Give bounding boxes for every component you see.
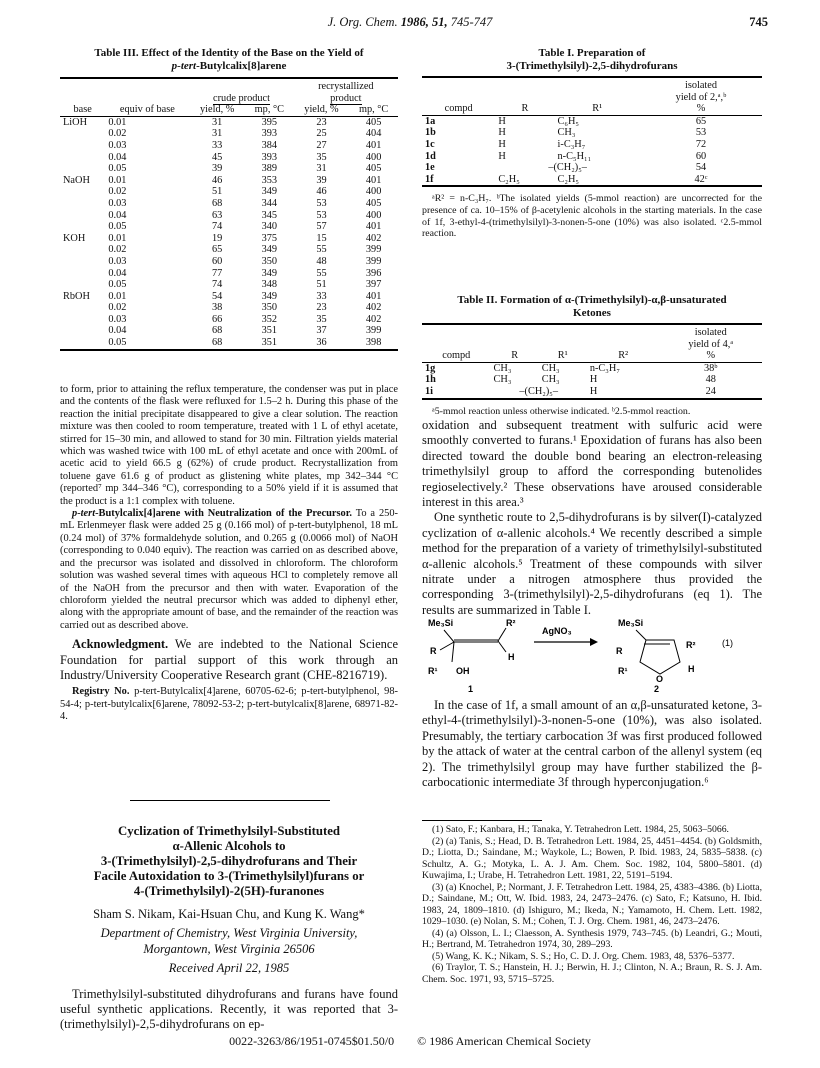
table-cell: 46 <box>316 186 327 198</box>
table-2-grid: isolated yield of 4,ᵃ compd R R¹ R² % 1g CH₃ CH₃ n-C₃H₇ 38ᵇ 1h CH₃ CH₃ H 48 1i –(CH₂)₅– H 24 <box>422 323 762 400</box>
table-cell: 31 <box>316 163 327 175</box>
table-cell: 35 <box>316 313 327 325</box>
table-cell: 74 <box>212 221 223 233</box>
table-cell: C₂H₅ <box>557 173 580 185</box>
reference-item: (6) Traylor, T. S.; Hanstein, H. J.; Berwin, H. J.; Clinton, N. A.; Braun, R. S. J. Am. Chem. Soc. 1971, 93, 5715–5725. <box>422 962 762 985</box>
table-row <box>60 325 398 337</box>
table-row <box>60 140 398 152</box>
table-cell: 0.02 <box>108 302 127 314</box>
reference-item: (5) Wang, K. K.; Nikam, S. S.; Ho, C. D. J. Org. Chem. 1983, 48, 5376–5377. <box>432 950 735 962</box>
table-cell <box>60 198 105 210</box>
table-cell <box>60 221 105 233</box>
table-row <box>60 210 398 222</box>
table-cell: n-C₃H₇ <box>589 362 620 374</box>
table-1-caption: Table I. Preparation of 3-(Trimethylsilyl)-2,5-dihydrofurans <box>506 47 678 72</box>
table-cell: 402 <box>365 313 382 325</box>
copyright: © 1986 American Chemical Society <box>417 1034 591 1048</box>
table-cell: 402 <box>365 302 382 314</box>
table-cell: 400 <box>365 209 382 221</box>
table-row <box>60 163 398 175</box>
table-cell: 24 <box>705 385 716 397</box>
table-row <box>60 291 398 303</box>
table-cell: 45 <box>212 151 223 163</box>
reaction-scheme-eq-1 <box>422 616 762 694</box>
table-cell: C₂H₅ <box>498 173 520 185</box>
table-cell: –(CH₂)₅– <box>519 385 559 397</box>
table-cell: 396 <box>365 267 382 279</box>
acknowledgment: Acknowledgment. We are indebted to the National Science Foundation for partial support of this work through an Industry/University Cooperative Research grant (CHE-8216719). <box>60 637 398 682</box>
table-cell: LiOH <box>63 116 88 128</box>
table-cell: n-C₅H₁₁ <box>557 150 592 162</box>
table-row <box>60 268 398 280</box>
table-cell: 0.03 <box>108 313 127 325</box>
table-cell: 53 <box>316 197 327 209</box>
table-cell: 55 <box>316 244 327 256</box>
table-row <box>60 186 398 198</box>
table-cell: 19 <box>212 232 223 244</box>
table-cell: 405 <box>365 197 382 209</box>
table-cell <box>60 163 105 175</box>
table-row <box>60 128 398 140</box>
svg-text:R¹: R¹ <box>428 666 438 676</box>
right-column-text <box>422 418 762 618</box>
table-cell: RbOH <box>63 290 90 302</box>
table-row <box>422 374 762 386</box>
table-cell: H <box>498 127 506 139</box>
table-cell: 1h <box>425 374 436 386</box>
registry-numbers: Registry No. p-tert-Butylcalix[4]arene, 60705-62-6; p-tert-butylphenol, 98-54-4; p-tert-butylcalix[6]arene, 78092-53-2; p-tert-butylcalix[8]arene, 68971-82-4. <box>60 686 399 723</box>
table-cell: 33 <box>212 139 223 151</box>
table-row <box>422 162 762 174</box>
compound-1-label: 1 <box>468 684 474 694</box>
table-cell: H <box>589 374 598 386</box>
table-cell: 405 <box>365 116 382 128</box>
table-1-grid: isolated yield of 2,ᵃ,ᵇ compd R R¹ % 1a H C₆H₅ 65 1b H CH₃ 53 1c H i-C₃H₇ 72 1d H n-C₅H₁₁ 60 1e –(CH₂)₅– 54 1f C₂H₅ C₂H₅ 42ᶜ <box>422 76 762 187</box>
reference-item: (3) (a) Knochel, P.; Normant, J. F. Tetrahedron Lett. 1984, 25, 4383–4386. (b) Liotta, D.; Saindane, M.; Ott, W. Ibid. 1983, 24, 2473–2476. (c) Sato, F.; Katsuno, H. Ibid. 1983, 24, 1809–1810. (d) Ishiguro, M.; Ikeda, N.; Yamamoto, H. Chem. Lett. 1982, 1029–1030. (e) Nolan, S. M.; Cohen, T. J. Org. Chem. 1981, 46, 2473–2476. <box>422 881 762 927</box>
table-cell <box>60 302 105 314</box>
table-cell: 53 <box>695 127 707 139</box>
table-cell: 60 <box>212 255 223 267</box>
table-cell: 393 <box>261 128 278 140</box>
table-2-caption: Table II. Formation of α-(Trimethylsilyl)-α,β-unsaturated Ketones <box>457 294 727 319</box>
table-cell: 54 <box>212 290 223 302</box>
table-cell: 349 <box>261 244 278 256</box>
table-cell <box>60 210 105 222</box>
table-cell: 33 <box>316 290 327 302</box>
table-2 <box>422 294 762 417</box>
table-cell: 72 <box>695 138 707 150</box>
table-cell: 55 <box>316 267 327 279</box>
table-cell: 0.04 <box>108 267 127 279</box>
table-cell: 404 <box>365 128 382 140</box>
table-cell: 1b <box>425 127 436 139</box>
table-cell: 400 <box>365 186 382 198</box>
table-cell: 1i <box>425 385 434 397</box>
table-cell: CH₃ <box>557 127 576 139</box>
table-cell: CH₃ <box>541 362 560 374</box>
journal-citation: J. Org. Chem. 1986, 51, 745-747 <box>327 15 493 29</box>
table-cell: 398 <box>365 337 382 349</box>
reference-item: (1) Sato, F.; Kanbara, H.; Tanaka, Y. Tetrahedron Lett. 1984, 25, 5063–5066. <box>432 824 729 835</box>
article-title: Cyclization of Trimethylsilyl-Substituted α-Allenic Alcohols to 3-(Trimethylsilyl)-2,5-dihydrofurans and Their Facile Autoxidation to 3-(Trimethylsilyl)furans or 4-(Trimethylsilyl)-2(5H)-furanones <box>93 824 365 898</box>
table-3-caption: Table III. Effect of the Identity of the Base on the Yield of p-tert-Butylcalix[8]arene <box>94 47 364 72</box>
table-row <box>60 279 398 291</box>
table-cell: 39 <box>316 174 327 186</box>
table-cell: NaOH <box>63 174 90 186</box>
table-cell <box>60 325 105 337</box>
section-divider <box>130 800 330 801</box>
table-row <box>60 116 398 128</box>
table-cell: 0.01 <box>108 232 127 244</box>
table-cell: 68 <box>212 325 223 337</box>
table-cell: 0.02 <box>108 186 127 198</box>
reference-item: (4) (a) Olsson, L. I.; Claesson, A. Synthesis 1979, 743–745. (b) Leandri, G.; Mouti, H.; Bertrand, M. Tetrahedron 1974, 30, 289–293. <box>422 927 762 950</box>
table-cell <box>60 256 105 268</box>
table-cell: 384 <box>261 139 278 151</box>
table-cell: 401 <box>365 290 382 302</box>
table-cell: 0.05 <box>108 279 127 291</box>
table-cell: 15 <box>316 232 327 244</box>
table-cell: 23 <box>316 116 327 128</box>
table-cell: 350 <box>261 255 278 267</box>
table-cell: 39 <box>212 163 223 175</box>
table-cell: 1a <box>425 115 436 127</box>
svg-text:OH: OH <box>456 666 470 676</box>
table-cell <box>60 337 105 350</box>
table-cell: 1c <box>425 138 435 150</box>
table-cell: i-C₃H₇ <box>557 138 586 150</box>
compound-2-label: 2 <box>654 684 660 694</box>
table-cell: 0.05 <box>108 337 127 349</box>
reagent-label: AgNO₃ <box>542 626 572 636</box>
table-cell: C₆H₅ <box>557 115 580 127</box>
table-cell: 397 <box>365 279 382 291</box>
table-cell: 48 <box>705 374 716 386</box>
table-cell: 46 <box>212 174 223 186</box>
table-cell: 0.01 <box>108 174 127 186</box>
table-cell: 349 <box>261 267 278 279</box>
table-cell: H <box>589 385 598 397</box>
table-cell: 351 <box>261 337 278 349</box>
table-cell: CH₃ <box>493 374 512 386</box>
table-cell: 402 <box>365 232 382 244</box>
table-cell: 57 <box>316 221 327 233</box>
table-2-footnote: ᵃ5-mmol reaction unless otherwise indicated. ᵇ2.5-mmol reaction. <box>432 405 691 417</box>
svg-text:R²: R² <box>686 640 696 650</box>
table-row <box>60 314 398 326</box>
table-cell: 0.04 <box>108 325 127 337</box>
svg-text:R: R <box>616 646 623 656</box>
experimental-paragraph: to form, prior to attaining the reflux temperature, the condenser was put in place and the contents of the flask were refluxed for 1.5–2 h. During this phase of the reaction the initial precipitate disappeared to give a clear solution. The reaction mixture was then cooled to room temperature, treated with 1 L of ethyl acetate, stirred for 15–30 min, and allowed to stand for 30 min. Filtration yields material which was washed twice with 100 mL of ethyl acetate and once with 200mL of acetic acid to yield 66.5 g (62%) of crude product. Recrystallization from toluene gave 61.6 g of product as glistening white plates, mp 342–344 °C (reported⁷ mp 344–346 °C), corresponding to a 50% yield if it is assumed that the product is a 1:1 complex with toluene. <box>60 384 398 507</box>
table-cell: 0.04 <box>108 209 127 221</box>
intro-paragraph: Trimethylsilyl-substituted dihydrofurans and furans have found useful synthetic applications. Recently, it was reported that 3-(trimethylsilyl)-2,5-dihydrofurans on ep- <box>60 986 398 1032</box>
table-cell: H <box>498 115 506 127</box>
table-row <box>422 115 762 127</box>
table-cell: 393 <box>261 151 278 163</box>
table-cell: 0.01 <box>108 290 127 302</box>
table-cell: 65 <box>695 115 707 127</box>
table-cell: 1e <box>425 162 435 174</box>
page-footer <box>0 1034 820 1049</box>
svg-text:O: O <box>656 674 664 684</box>
table-cell: 0.03 <box>108 197 127 209</box>
table-cell: 350 <box>261 302 278 314</box>
table-cell: 51 <box>212 186 223 198</box>
table-cell: 38 <box>212 302 223 314</box>
table-cell: 0.01 <box>108 116 127 128</box>
table-cell: 0.03 <box>108 255 127 267</box>
table-cell: 399 <box>365 255 382 267</box>
table-cell: 1g <box>425 362 436 374</box>
table-cell: 74 <box>212 279 223 291</box>
table-cell: 399 <box>365 244 382 256</box>
table-1 <box>422 47 762 240</box>
table-row <box>422 151 762 163</box>
table-cell: 399 <box>365 325 382 337</box>
table-cell <box>60 268 105 280</box>
table-cell: 344 <box>261 197 278 209</box>
table-cell: 0.02 <box>108 128 127 140</box>
table-cell: 25 <box>316 128 327 140</box>
table-cell: 77 <box>212 267 223 279</box>
table-row <box>60 256 398 268</box>
table-cell: 0.05 <box>108 221 127 233</box>
table-row <box>60 337 398 350</box>
table-3 <box>60 47 398 351</box>
table-cell: 375 <box>261 232 278 244</box>
table-3-grid: recrystallized crude product product base equiv of base yield, % mp, °C yield, % mp, °C LiOH 0.01 31 395 23 405 0.02 31 393 25 404 0.03 33 384 27 401 0.04 45 393 35 400 0.05 39 389 31 405 NaOH 0.01 46 353 39 401 0.02 51 349 46 400 0.03 68 344 53 405 0.04 63 345 53 400 0.05 74 340 57 401 KOH 0.01 19 375 15 402 0.02 65 349 55 399 0.03 60 350 48 399 0.04 77 349 55 396 0.05 74 348 51 397 RbOH 0.01 54 349 33 401 0.02 38 350 23 402 0.03 66 352 35 402 0.04 68 351 37 399 0.05 68 351 36 398 <box>60 77 398 351</box>
table-cell: 401 <box>365 221 382 233</box>
page-number: 745 <box>749 15 768 29</box>
table-cell: 1f <box>425 173 434 185</box>
table-cell: 54 <box>695 162 707 174</box>
table-row <box>60 233 398 245</box>
table-cell <box>60 152 105 164</box>
table-cell: H <box>498 138 506 150</box>
table-cell: 37 <box>316 325 327 337</box>
reference-item: (2) (a) Tanis, S.; Head, D. B. Tetrahedron Lett. 1984, 25, 4451–4454. (b) Goldsmith, D.; Liotta, D.; Saindane, M.; Waykole, L.; Bowen, P. Ibid. 1983, 24, 5835–5838. (c) Schultz, A. G.; Motyka, L. A. J. Am. Chem. Soc. 1982, 104, 5800–5801. (d) Kuwajima, I.; Urabe, H. Tetrahedron Lett. 1981, 22, 5191–5194. <box>422 835 762 881</box>
table-cell: 349 <box>261 290 278 302</box>
table-cell: 31 <box>212 128 223 140</box>
table-row <box>422 174 762 187</box>
article-code: 0022-3263/86/1951-0745$01.50/0 <box>229 1034 395 1048</box>
table-cell: 31 <box>212 116 223 128</box>
scheme-me3si-1: Me₃Si <box>428 618 454 628</box>
table-cell: 38ᵇ <box>704 362 718 374</box>
article-header <box>60 824 398 1033</box>
table-cell: 340 <box>261 221 278 233</box>
running-header <box>0 15 820 31</box>
table-cell: 351 <box>261 325 278 337</box>
table-cell: 0.03 <box>108 139 127 151</box>
body-paragraph-2: One synthetic route to 2,5-dihydrofurans is by silver(I)-catalyzed cyclization of α-allenic alcohols.⁴ We recently described a simple method for the preparation of a variety of trimethylsilyl-substituted α-allenic alcohols.⁵ Treatment of these compounds with silver nitrate under a nitrogen atmosphere thus provided the corresponding 3-(trimethylsilyl)-2,5-dihydrofurans (eq 1). The results are summarized in Table I. <box>422 510 762 617</box>
table-row <box>422 362 762 374</box>
svg-text:H: H <box>508 652 515 662</box>
table-cell: 349 <box>261 186 278 198</box>
affiliation: Department of Chemistry, West Virginia University, Morgantown, West Virginia 26506 <box>100 926 358 956</box>
table-cell: 400 <box>365 151 382 163</box>
received-date: Received April 22, 1985 <box>168 961 290 976</box>
table-cell <box>60 186 105 198</box>
table-cell: 1d <box>425 150 436 162</box>
equation-number: (1) <box>722 638 733 648</box>
table-row <box>60 221 398 233</box>
table-cell: 65 <box>212 244 223 256</box>
authors: Sham S. Nikam, Kai-Hsuan Chu, and Kung K. Wang* <box>93 907 365 921</box>
table-cell <box>60 244 105 256</box>
table-cell: 348 <box>261 279 278 291</box>
table-cell: 0.05 <box>108 163 127 175</box>
references <box>422 824 762 985</box>
table-cell: 23 <box>316 302 327 314</box>
table-row <box>60 175 398 187</box>
table-cell <box>60 279 105 291</box>
table-cell: 53 <box>316 209 327 221</box>
table-row <box>60 302 398 314</box>
svg-text:H: H <box>688 664 695 674</box>
table-cell: 27 <box>316 139 327 151</box>
table-row <box>422 386 762 399</box>
right-column-text-2 <box>422 698 762 790</box>
table-cell: 0.02 <box>108 244 127 256</box>
table-cell: H <box>498 150 506 162</box>
table-cell: 68 <box>212 197 223 209</box>
table-cell: 63 <box>212 209 223 221</box>
svg-text:R²: R² <box>506 618 516 628</box>
table-cell: 353 <box>261 174 278 186</box>
body-paragraph-3: In the case of 1f, a small amount of an α,β-unsaturated ketone, 3-ethyl-4-(trimethylsilyl)-3-nonen-5-one (10%), was also isolated. Presumably, the tertiary carbocation 3f was first produced followed by the attack of water at the central carbon of the allenyl system (eq 2). The trimethylsilyl group may have further stabilized the β-carbocationic intermediate 3f through hyperconjugation.⁶ <box>422 698 762 790</box>
table-cell: 401 <box>365 139 382 151</box>
table-cell: CH₃ <box>493 362 512 374</box>
table-cell: 0.04 <box>108 151 127 163</box>
table-cell: 35 <box>316 151 327 163</box>
table-cell: CH₃ <box>541 374 560 386</box>
body-paragraph-1: oxidation and subsequent treatment with sulfuric acid were smoothly converted to furans.¹ Epoxidation of furans has also been directed toward the double bond bearing an electron-releasing trimethylsilyl group to afford the corresponding butenolides regioselectively.² These observations have aroused considerable interest in this area.³ <box>422 418 762 510</box>
table-row <box>422 139 762 151</box>
table-1-footnote: ᵃR² = n-C₃H₇. ᵇThe isolated yields (5-mmol reaction) are uncorrected for the presence of ca. 10–15% of β-acetylenic alcohols in the starting materials. In the case of 1f, 3-ethyl-4-(trimethylsilyl)-3-nonen-5-one (10%) was also isolated. ᶜ2.5-mmol reaction. <box>422 193 762 240</box>
experimental-paragraph-2: p-tert-Butylcalix[4]arene with Neutralization of the Precursor. To a 250-mL Erlenmeyer flask were added 25 g (0.166 mol) of p-tert-butylphenol, 18 mL (0.24 mol) of 37% formaldehyde solution, and 0.265 g (0.0066 mol) of NaOH (corresponding to 0.040 equiv). The reaction was carried on as described above, and the precursor was isolated and dissolved in chloroform. The chloroform solution was washed several times with aqueous HCl to completely remove all of the NaOH from the precursor and then with water. Evaporation of the chloroform yielded the neutral precursor which was added to diphenyl ether, along with the appropriate amount of base, and the remainder of the reaction was carried out as described above. <box>60 508 398 631</box>
table-row <box>422 127 762 139</box>
table-cell: KOH <box>63 232 86 244</box>
table-cell: 352 <box>261 313 278 325</box>
table-cell: 405 <box>365 163 382 175</box>
table-cell: 42ᶜ <box>694 173 708 185</box>
table-row <box>60 244 398 256</box>
svg-text:R¹: R¹ <box>618 666 628 676</box>
scheme-me3si-2: Me₃Si <box>618 618 644 628</box>
table-cell: 395 <box>261 116 278 128</box>
table-row <box>60 152 398 164</box>
table-cell: 401 <box>365 174 382 186</box>
table-cell <box>60 314 105 326</box>
table-cell: 68 <box>212 337 223 349</box>
table-cell: 389 <box>261 163 278 175</box>
table-cell <box>60 128 105 140</box>
table-cell: 51 <box>316 279 327 291</box>
table-cell: 66 <box>212 313 223 325</box>
table-row <box>60 198 398 210</box>
table-cell: –(CH₂)₅– <box>548 162 587 174</box>
references-divider <box>422 820 542 821</box>
table-cell: 345 <box>261 209 278 221</box>
table-cell <box>60 140 105 152</box>
table-cell: 60 <box>695 150 707 162</box>
left-column-text <box>60 384 398 724</box>
svg-text:R: R <box>430 646 437 656</box>
table-cell: 36 <box>316 337 327 349</box>
table-cell: 48 <box>316 255 327 267</box>
